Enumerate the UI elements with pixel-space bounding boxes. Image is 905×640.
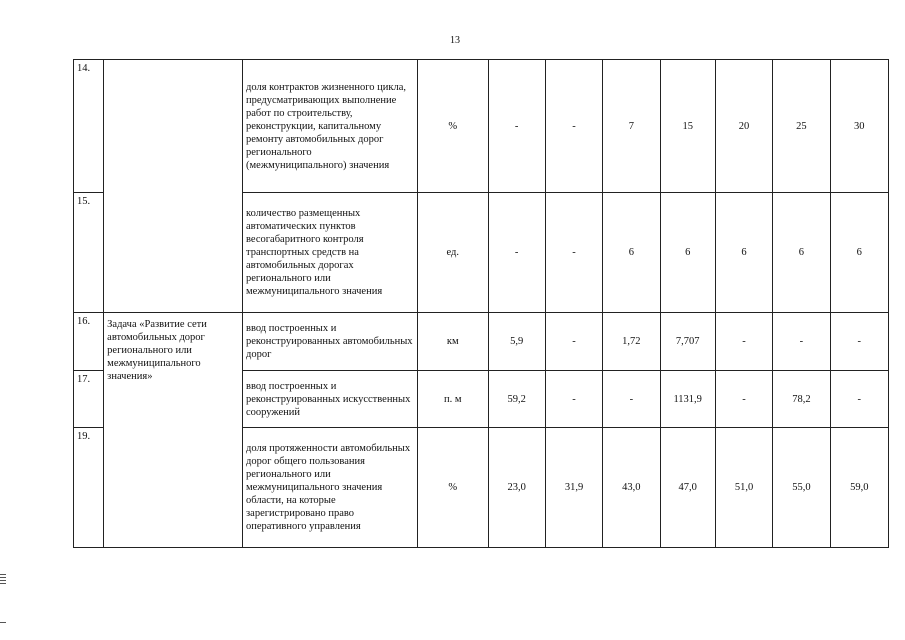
value-cell: -	[545, 193, 602, 313]
margin-mark	[0, 577, 6, 578]
value-cell: -	[773, 313, 830, 371]
value-cell: 31,9	[545, 428, 602, 548]
value-cell: -	[545, 60, 602, 193]
value-cell: 6	[773, 193, 830, 313]
unit-cell: %	[418, 428, 488, 548]
margin-mark	[0, 583, 6, 584]
unit-cell: ед.	[418, 193, 488, 313]
value-cell: 1,72	[603, 313, 660, 371]
indicator-cell: доля контрактов жизненного цикла, предусматривающих выполнение работ по строительству, реконструкции, капитальному ремонту автомобильных дорог регионального (межмуниципального) значения	[243, 60, 418, 193]
unit-cell: %	[418, 60, 488, 193]
value-cell: -	[830, 371, 888, 428]
indicator-cell: количество размещенных автоматических пунктов весогабаритного контроля транспортных средств на автомобильных дорогах регионального или межмуниципального значения	[243, 193, 418, 313]
value-cell: 7	[603, 60, 660, 193]
indicator-cell: ввод построенных и реконструированных автомобильных дорог	[243, 313, 418, 371]
value-cell: -	[603, 371, 660, 428]
table-row	[74, 60, 889, 193]
row-number: 19.	[74, 428, 104, 548]
value-cell: 6	[603, 193, 660, 313]
value-cell: 78,2	[773, 371, 830, 428]
indicator-cell: ввод построенных и реконструированных искусственных сооружений	[243, 371, 418, 428]
value-cell: 30	[830, 60, 888, 193]
value-cell: 55,0	[773, 428, 830, 548]
value-cell: 6	[830, 193, 888, 313]
page-number: 13	[450, 35, 460, 46]
margin-mark	[0, 622, 6, 623]
value-cell: 15	[660, 60, 715, 193]
margin-mark	[0, 580, 6, 581]
row-number: 16.	[74, 313, 104, 371]
row-number: 17.	[74, 371, 104, 428]
value-cell: 6	[660, 193, 715, 313]
value-cell: 1131,9	[660, 371, 715, 428]
value-cell: -	[545, 313, 602, 371]
row-number: 15.	[74, 193, 104, 313]
unit-cell: км	[418, 313, 488, 371]
table-row	[74, 313, 889, 371]
indicator-cell: доля протяженности автомобильных дорог общего пользования регионального или межмуниципального значения области, на которые зарегистрировано право оперативного управления	[243, 428, 418, 548]
value-cell: 47,0	[660, 428, 715, 548]
row-number: 14.	[74, 60, 104, 193]
value-cell: -	[488, 60, 545, 193]
value-cell: 5,9	[488, 313, 545, 371]
value-cell: -	[715, 313, 772, 371]
value-cell: 59,2	[488, 371, 545, 428]
value-cell: -	[488, 193, 545, 313]
value-cell: 23,0	[488, 428, 545, 548]
value-cell: 7,707	[660, 313, 715, 371]
task-cell: Задача «Развитие сети автомобильных дорог регионального или межмуниципального значения»	[104, 313, 243, 548]
value-cell: 20	[715, 60, 772, 193]
value-cell: -	[830, 313, 888, 371]
value-cell: 51,0	[715, 428, 772, 548]
value-cell: 6	[715, 193, 772, 313]
value-cell: -	[715, 371, 772, 428]
value-cell: 59,0	[830, 428, 888, 548]
value-cell: 25	[773, 60, 830, 193]
value-cell: -	[545, 371, 602, 428]
value-cell: 43,0	[603, 428, 660, 548]
empty-task-cell	[104, 60, 243, 313]
margin-mark	[0, 574, 6, 575]
indicators-table	[73, 59, 889, 548]
unit-cell: п. м	[418, 371, 488, 428]
